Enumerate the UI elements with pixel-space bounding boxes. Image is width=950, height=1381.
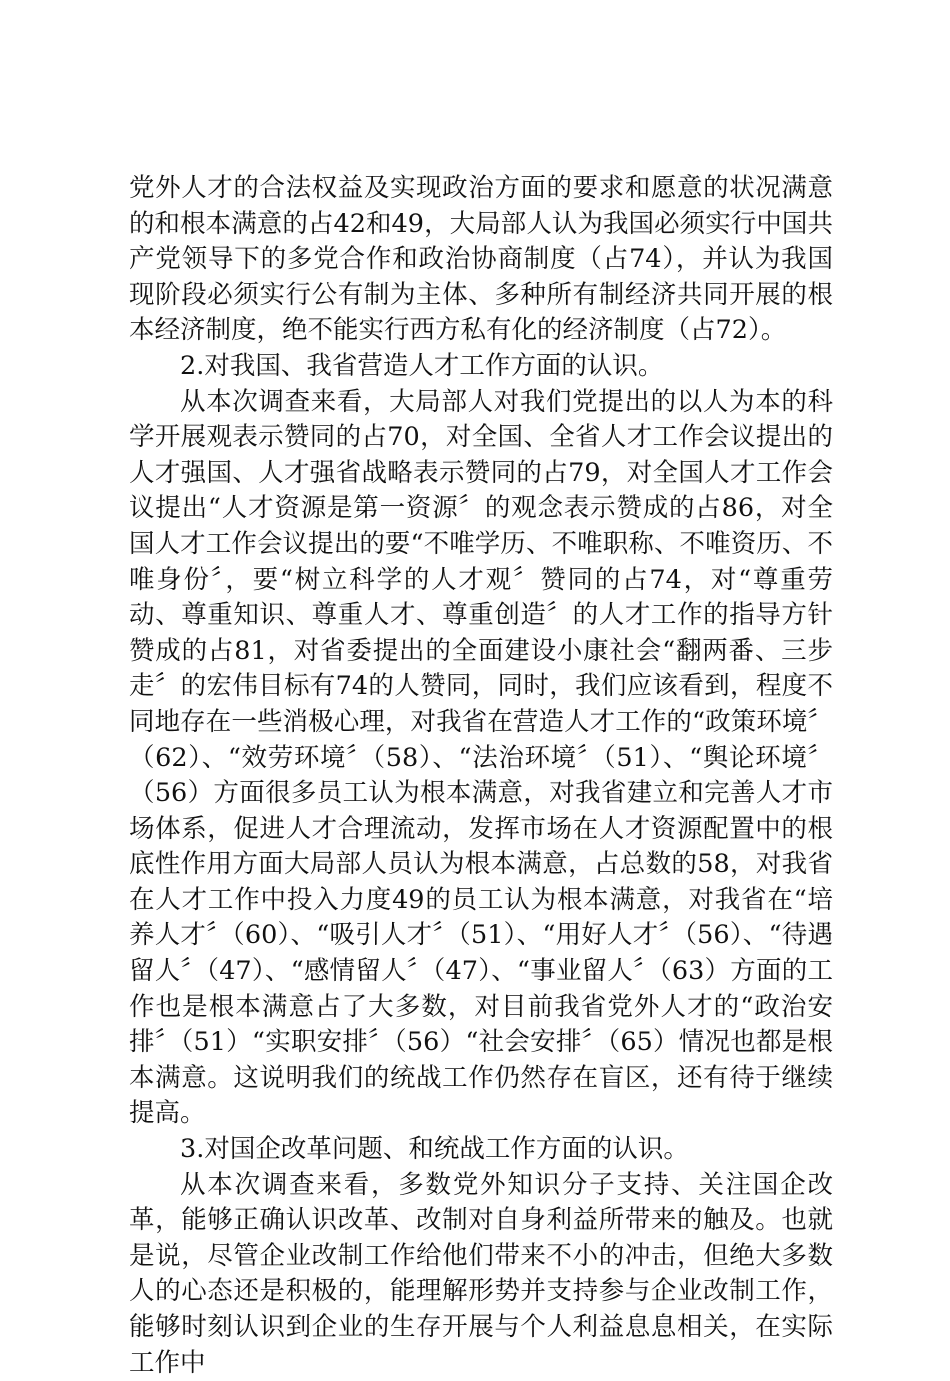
section-2-paragraph: 从本次调查来看，大局部人对我们党提出的以人为本的科学开展观表示赞同的占70，对全国、全省人才工作会议提出的人才强国、人才强省战略表示赞同的占79，对全国人才工作会议提出“人才资源是第一资源〞的观念表示赞成的占86，对全国人才工作会议提出的要“不唯学历、不唯职称、不唯资历、不唯身份〞，要“树立科学的人才观〞赞同的占74，对“尊重劳动、尊重知识、尊重人才、尊重创造〞的人才工作的指导方针赞成的占81，对省委提出的全面建设小康社会“翻两番、三步走〞的宏伟目标有74的人赞同，同时，我们应该看到，程度不同地存在一些消极心理，对我省在营造人才工作的“政策环境〞（62）、“效劳环境〞（58）、“法治环境〞（51）、“舆论环境〞（56）方面很多员工认为根本满意，对我省建立和完善人才市场体系，促进人才合理流动，发挥市场在人才资源配置中的根底性作用方面大局部人员认为根本满意，占总数的58，对我省在人才工作中投入力度49的员工认为根本满意，对我省在“培养人才〞（60）、“吸引人才〞（51）、“用好人才〞（56）、“待遇留人〞（47）、“感情留人〞（47）、“事业留人〞（63）方面的工作也是根本满意占了大多数，对目前我省党外人才的“政治安排〞（51）“实职安排〞（56）“社会安排〞（65）情况也都是根本满意。这说明我们的统战工作仍然存在盲区，还有待于继续提高。 xyxy=(129,386,833,1129)
section-heading-3: 3.对国企改革问题、和统战工作方面的认识。 xyxy=(180,1134,689,1165)
paragraph-continuation: 党外人才的合法权益及实现政治方面的要求和愿意的状况满意的和根本满意的占42和49，大局部人认为我国必须实行中国共产党领导下的多党合作和政治协商制度（占74），并认为我国现阶段必须实行公有制为主体、多种所有制经济共同开展的根本经济制度，绝不能实行西方私有化的经济制度（占72）。 xyxy=(129,173,833,346)
section-3-paragraph: 从本次调查来看，多数党外知识分子支持、关注国企改革，能够正确认识改革、改制对自身利益所带来的触及。也就是说，尽管企业改制工作给他们带来不小的冲击，但绝大多数人的心态还是积极的，能理解形势并支持参与企业改制工作，能够时刻认识到企业的生存开展与个人利益息息相关，在实际工作中 xyxy=(129,1169,833,1378)
document-body xyxy=(129,171,833,1381)
section-heading-2: 2.对我国、我省营造人才工作方面的认识。 xyxy=(180,350,664,381)
